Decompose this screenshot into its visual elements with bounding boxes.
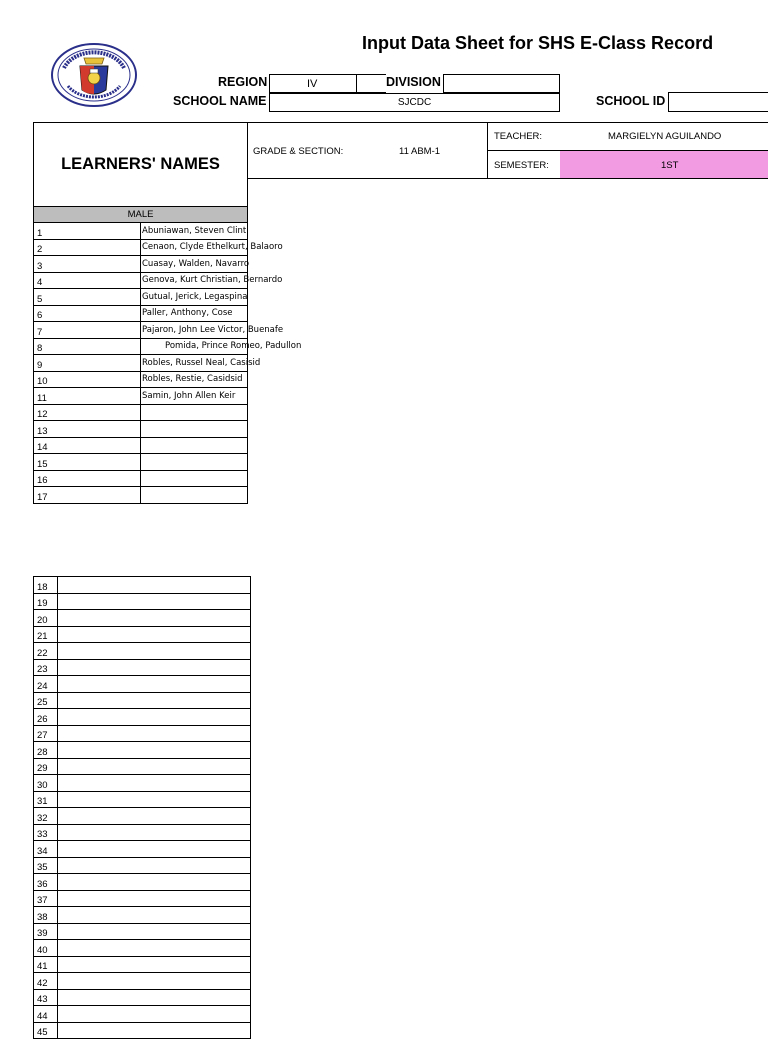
learner-name-cell[interactable]	[141, 487, 248, 504]
learner-name-cell[interactable]	[58, 775, 251, 792]
learner-name-cell[interactable]: Cuasay, Walden, Navarro	[141, 256, 248, 273]
learner-name-cell[interactable]: Pajaron, John Lee Victor, Buenafe	[141, 322, 248, 339]
table-row	[34, 388, 248, 405]
row-number: 35	[34, 857, 58, 874]
learner-name-cell[interactable]	[58, 808, 251, 825]
table-row	[34, 659, 251, 676]
row-number: 15	[34, 454, 141, 471]
learner-name-cell[interactable]	[58, 973, 251, 990]
table-row	[34, 742, 251, 759]
table-row	[34, 989, 251, 1006]
learner-name-cell[interactable]: Pomida, Prince Romeo, Padullon	[141, 338, 248, 355]
page-title: Input Data Sheet for SHS E-Class Record	[362, 33, 714, 53]
learner-name-cell[interactable]	[58, 709, 251, 726]
learner-name-cell[interactable]	[58, 791, 251, 808]
table-row	[34, 305, 248, 322]
row-number: 39	[34, 923, 58, 940]
row-number: 5	[34, 289, 141, 306]
table-row	[34, 973, 251, 990]
learner-name-cell[interactable]	[58, 659, 251, 676]
table-row	[34, 256, 248, 273]
school-id-label: SCHOOL ID	[596, 94, 666, 108]
learner-name-cell[interactable]: Robles, Russel Neal, Casisid	[141, 355, 248, 372]
table-row	[34, 643, 251, 660]
region-label: REGION	[218, 75, 268, 89]
learner-name-cell[interactable]: Gutual, Jerick, Legaspina	[141, 289, 248, 306]
table-row	[34, 338, 248, 355]
row-number: 3	[34, 256, 141, 273]
table-row	[34, 355, 248, 372]
learners-continuation-table	[33, 576, 251, 1039]
learner-name-cell[interactable]	[58, 742, 251, 759]
learner-name-cell[interactable]	[58, 1006, 251, 1023]
teacher-label: TEACHER:	[494, 131, 543, 142]
table-row	[34, 808, 251, 825]
learners-names-heading-text: LEARNERS' NAMES	[61, 155, 220, 173]
semester-value[interactable]: 1ST	[661, 160, 679, 171]
row-number: 36	[34, 874, 58, 891]
table-row	[34, 404, 248, 421]
row-number: 40	[34, 940, 58, 957]
row-number: 10	[34, 371, 141, 388]
table-row	[34, 791, 251, 808]
learner-name-cell[interactable]	[58, 1022, 251, 1039]
learner-name-cell[interactable]	[141, 437, 248, 454]
row-number: 18	[34, 577, 58, 594]
male-section-header-row	[34, 207, 248, 223]
learner-name-cell[interactable]: Abuniawan, Steven Clint	[141, 223, 248, 240]
row-number: 8	[34, 338, 141, 355]
learner-name-cell[interactable]	[58, 676, 251, 693]
row-number: 41	[34, 956, 58, 973]
learner-name-cell[interactable]: Samin, John Allen Keir	[141, 388, 248, 405]
row-number: 33	[34, 824, 58, 841]
row-number: 44	[34, 1006, 58, 1023]
table-row	[34, 371, 248, 388]
learner-name-cell[interactable]	[58, 857, 251, 874]
learner-name-cell[interactable]	[58, 626, 251, 643]
row-number: 13	[34, 421, 141, 438]
learner-name-cell[interactable]	[58, 841, 251, 858]
learner-name-cell[interactable]	[58, 577, 251, 594]
row-number: 45	[34, 1022, 58, 1039]
learner-name-cell[interactable]	[58, 874, 251, 891]
row-number: 34	[34, 841, 58, 858]
table-row	[34, 775, 251, 792]
row-number: 20	[34, 610, 58, 627]
region-field-rest	[356, 74, 386, 93]
learner-name-cell[interactable]	[58, 940, 251, 957]
table-row	[34, 874, 251, 891]
division-label: DIVISION	[386, 75, 441, 89]
male-learners-table	[33, 206, 302, 504]
learner-name-cell[interactable]	[141, 404, 248, 421]
table-row	[34, 289, 248, 306]
table-row	[34, 841, 251, 858]
row-number: 6	[34, 305, 141, 322]
table-row	[34, 223, 248, 240]
table-row	[34, 923, 251, 940]
table-row	[34, 824, 251, 841]
teacher-semester-block	[487, 122, 768, 179]
row-number: 26	[34, 709, 58, 726]
row-number: 27	[34, 725, 58, 742]
table-row	[34, 890, 251, 907]
learner-name-cell[interactable]	[58, 956, 251, 973]
row-number: 25	[34, 692, 58, 709]
table-row	[34, 437, 248, 454]
table-row	[34, 940, 251, 957]
learner-name-cell[interactable]	[58, 593, 251, 610]
learner-name-cell[interactable]: Robles, Restie, Casidsid	[141, 371, 248, 388]
table-row	[34, 610, 251, 627]
school-name-field[interactable]	[269, 93, 560, 112]
learner-name-cell[interactable]	[58, 923, 251, 940]
table-row	[34, 758, 251, 775]
row-number: 37	[34, 890, 58, 907]
table-row	[34, 454, 248, 471]
table-row	[34, 577, 251, 594]
table-row	[34, 692, 251, 709]
row-number: 32	[34, 808, 58, 825]
learner-name-cell[interactable]	[58, 890, 251, 907]
table-row	[34, 626, 251, 643]
learner-name-cell[interactable]	[141, 421, 248, 438]
deped-seal-logo	[50, 42, 138, 108]
table-row	[34, 725, 251, 742]
row-number: 7	[34, 322, 141, 339]
learner-name-cell[interactable]	[58, 989, 251, 1006]
table-row	[34, 272, 248, 289]
row-number: 28	[34, 742, 58, 759]
table-row	[34, 907, 251, 924]
grade-section-value[interactable]: 11 ABM-1	[399, 146, 441, 157]
row-number: 4	[34, 272, 141, 289]
row-number: 24	[34, 676, 58, 693]
region-field[interactable]	[269, 74, 357, 93]
row-number: 43	[34, 989, 58, 1006]
table-row	[34, 470, 248, 487]
table-row	[34, 593, 251, 610]
learner-name-cell[interactable]	[141, 470, 248, 487]
table-row	[34, 676, 251, 693]
row-number: 11	[34, 388, 141, 405]
row-number: 38	[34, 907, 58, 924]
table-row	[34, 857, 251, 874]
row-number: 23	[34, 659, 58, 676]
row-number: 31	[34, 791, 58, 808]
learner-name-cell[interactable]	[58, 758, 251, 775]
school-name-label: SCHOOL NAME	[173, 94, 267, 108]
division-field[interactable]	[443, 74, 560, 93]
row-number: 12	[34, 404, 141, 421]
row-number: 9	[34, 355, 141, 372]
learner-name-cell[interactable]: Paller, Anthony, Cose	[141, 305, 248, 322]
learner-name-cell[interactable]	[58, 824, 251, 841]
table-row	[34, 322, 248, 339]
table-row	[34, 1006, 251, 1023]
school-id-field[interactable]	[668, 92, 768, 112]
learner-name-cell[interactable]	[58, 907, 251, 924]
row-number: 17	[34, 487, 141, 504]
row-number: 19	[34, 593, 58, 610]
learner-name-cell[interactable]	[58, 643, 251, 660]
row-number: 1	[34, 223, 141, 240]
learner-name-cell[interactable]	[141, 454, 248, 471]
table-row	[34, 487, 248, 504]
row-number: 2	[34, 239, 141, 256]
learner-name-cell[interactable]	[58, 725, 251, 742]
table-row	[34, 709, 251, 726]
teacher-value[interactable]: MARGIELYN AGUILANDO	[608, 131, 722, 142]
row-number: 22	[34, 643, 58, 660]
region-value: IV	[307, 77, 318, 90]
row-number: 42	[34, 973, 58, 990]
learner-name-cell[interactable]	[58, 610, 251, 627]
row-number: 30	[34, 775, 58, 792]
learner-name-cell[interactable]: Genova, Kurt Christian, Bernardo	[141, 272, 248, 289]
table-row	[34, 421, 248, 438]
learners-names-heading	[33, 122, 248, 207]
table-row	[34, 1022, 251, 1039]
table-row	[34, 239, 248, 256]
row-number: 16	[34, 470, 141, 487]
grade-section-block	[247, 122, 487, 179]
semester-label: SEMESTER:	[494, 160, 549, 171]
learner-name-cell[interactable]: Cenaon, Clyde Ethelkurt, Balaoro	[141, 239, 248, 256]
male-section-label: MALE	[34, 207, 248, 223]
grade-section-label: GRADE & SECTION:	[253, 146, 344, 157]
table-row	[34, 956, 251, 973]
learner-name-cell[interactable]	[58, 692, 251, 709]
row-number: 21	[34, 626, 58, 643]
row-number: 29	[34, 758, 58, 775]
row-number: 14	[34, 437, 141, 454]
school-name-value: SJCDC	[397, 97, 432, 108]
